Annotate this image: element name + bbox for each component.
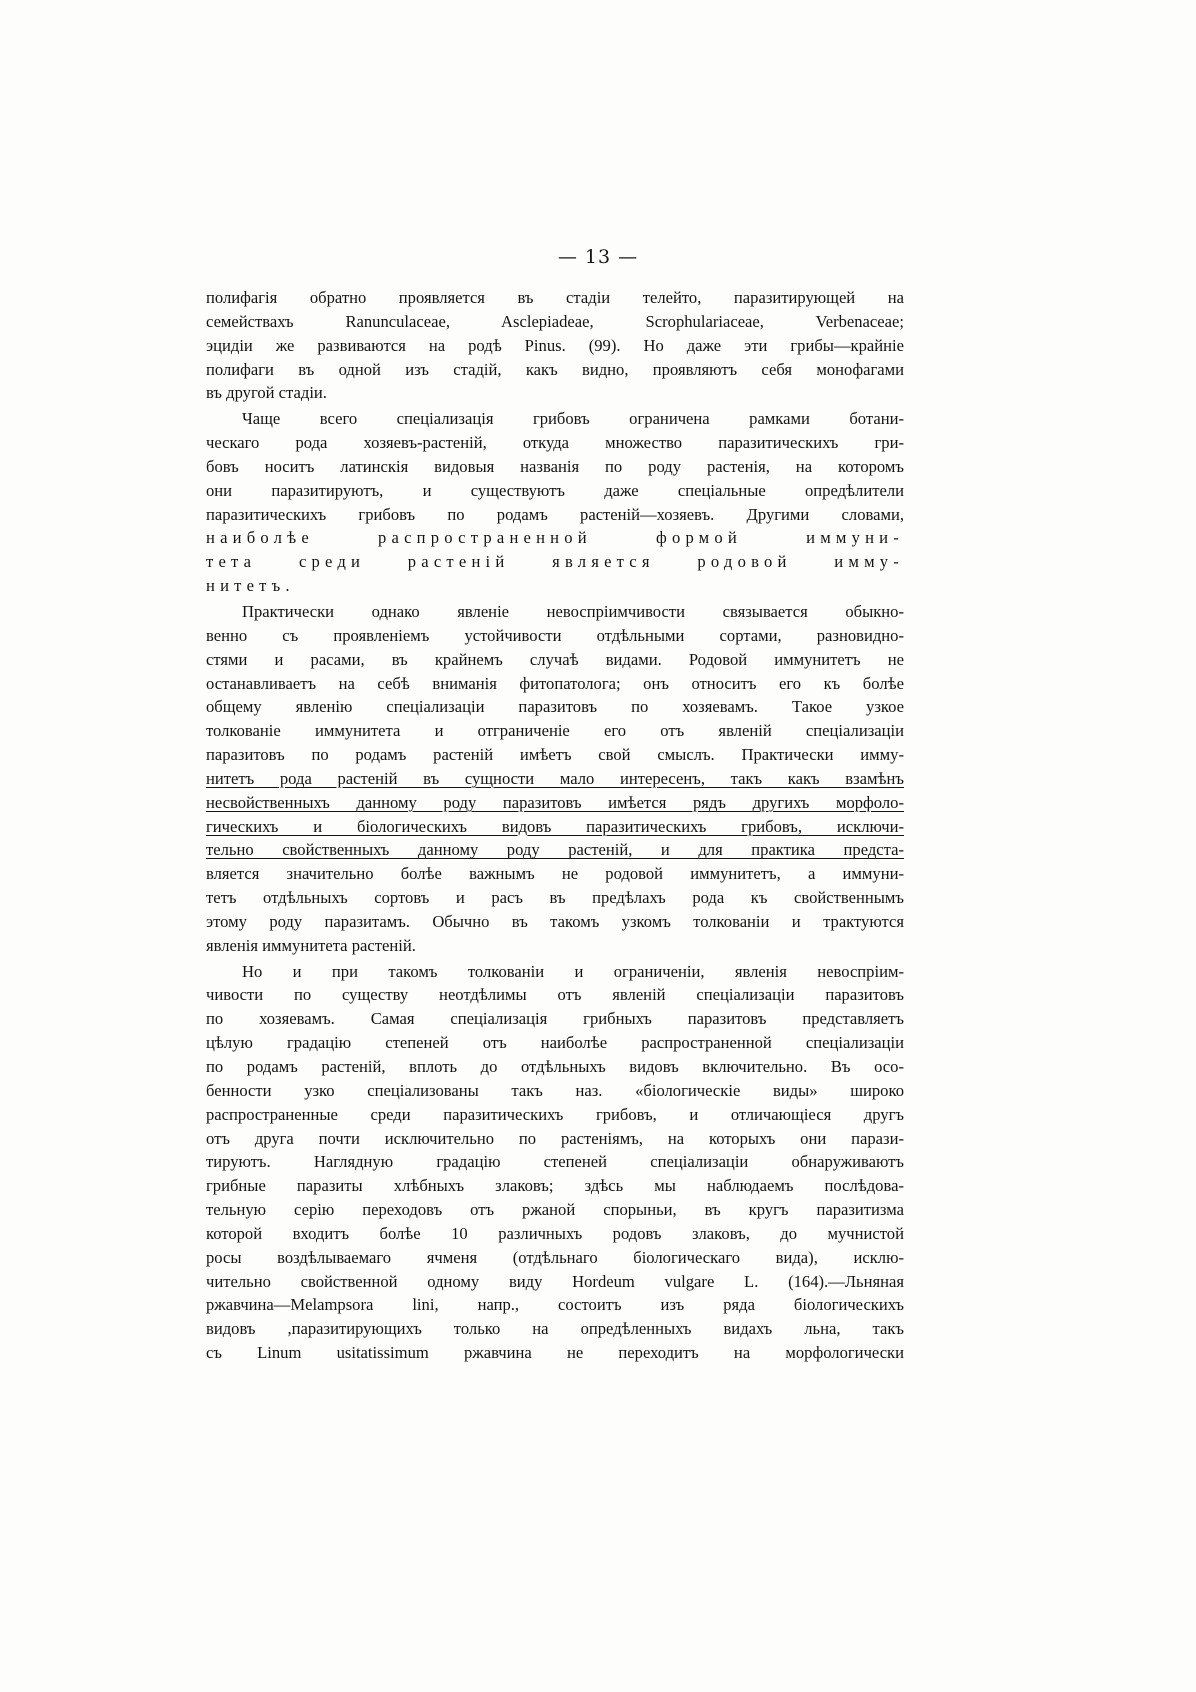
text-line: по родамъ растеній, вплоть до отдѣльныхъ видовъ включительно. Въ осо- [206,1057,904,1076]
text-line: бенности узко спеціализованы такъ наз. «біологическіе виды» широко [206,1080,904,1100]
underlined-line: несвойственныхъ данному роду паразитовъ имѣется рядъ другихъ морфоло- [206,792,904,812]
text-line: вляется значительно болѣе важнымъ не родовой иммунитетъ, а иммуни- [206,864,904,884]
text-line: ческаго рода хозяевъ-растеній, откуда множество паразитическихъ гри- [206,433,904,453]
text-line: съ Linum usitatissimum ржавчина не переходитъ на морфологически [206,1343,904,1363]
underlined-line: нитетъ рода растеній въ сущности мало интересенъ, такъ какъ взамѣнъ [206,768,904,788]
text-line: тетъ отдѣльныхъ сортовъ и расъ въ предѣлахъ рода къ свойственнымъ [206,888,904,908]
text-line: стями и расами, въ крайнемъ случаѣ видами. Родовой иммунитетъ не [206,649,904,669]
text-line: паразитическихъ грибовъ по родамъ растеній—хозяевъ. Другими словами, [206,504,904,524]
underlined-line: гическихъ и біологическихъ видовъ паразитическихъ грибовъ, исключи- [206,816,904,836]
text-line: останавливаетъ на себѣ вниманія фитопатолога; онъ относитъ его къ болѣе [206,673,904,693]
text-line: чивости по существу неотдѣлимы отъ явленій спеціализаціи паразитовъ [206,985,904,1005]
text-line: чительно свойственной одному виду Hordeum vulgare L. (164).—Льняная [206,1271,904,1291]
text-line: которой входитъ болѣе 10 различныхъ родовъ злаковъ, до мучнистой [206,1223,904,1243]
text-line: Но и при такомъ толкованіи и ограниченіи, явленія невоспріим- [242,961,904,981]
text-line: цѣлую градацію степеней отъ наиболѣе распространенной спеціализаціи [206,1033,904,1053]
text-line: эцидіи же развиваются на родѣ Pinus. (99). Но даже эти грибы—крайніе [206,335,904,355]
text-line: въ другой стадіи. [206,383,327,403]
text-line: по хозяевамъ. Самая спеціализація грибныхъ паразитовъ представляетъ [206,1009,904,1029]
emphasized-line: нитетъ. [206,576,295,596]
page-number: — 13 — [557,246,639,268]
text-line: Чаще всего спеціализація грибовъ ограничена рамками ботани- [242,409,904,429]
text-line: росы воздѣлываемаго ячменя (отдѣльнаго біологическаго вида), исклю- [206,1247,904,1267]
text-line: толкованіе иммунитета и отграниченіе его отъ явленій спеціализаціи [206,721,904,741]
text-line: полифаги въ одной изъ стадій, какъ видно, проявляютъ себя монофагами [206,359,904,379]
text-line: Практически однако явленіе невоспріимчивости связывается обыкно- [242,601,904,621]
text-line: паразитовъ по родамъ растеній имѣетъ свой смыслъ. Практически иммy- [206,745,904,765]
text-line: семействахъ Ranunculaceae, Asclepiadeae, Scrophulariaceae, Verbenaceae; [206,311,904,331]
text-line: полифагія обратно проявляется въ стадіи телейто, паразитирующей на [206,288,904,307]
text-line: бовъ носитъ латинскія видовыя названія по роду растенія, на которомъ [206,456,904,476]
text-line: видовъ ,паразитирующихъ только на опредѣленныхъ видахъ льна, такъ [206,1319,904,1339]
emphasized-line: тета среди растеній является родовой иммy- [206,552,904,572]
text-line: явленія иммунитета растеній. [206,935,416,955]
text-line: они паразитируютъ, и существуютъ даже спеціальные опредѣлители [206,480,904,500]
text-line: ржавчина—Melampsora lini, напр., состоитъ изъ ряда біологическихъ [206,1295,904,1315]
body-text [206,286,904,1365]
text-line: грибные паразиты хлѣбныхъ злаковъ; здѣсь мы наблюдаемъ послѣдова- [206,1176,904,1196]
text-line: распространенные среди паразитическихъ грибовъ, и отличающіеся другъ [206,1104,904,1124]
text-line: отъ друга почти исключительно по растеніямъ, на которыхъ они парази- [206,1128,904,1148]
text-line: тельную серію переходовъ отъ ржаной спорыньи, въ кругъ паразитизма [206,1200,904,1220]
underlined-line: тельно свойственныхъ данному роду растеній, и для практика предста- [206,840,904,860]
text-line: венно съ проявленіемъ устойчивости отдѣльными сортами, разновидно- [206,625,904,645]
text-line: этому роду паразитамъ. Обычно въ такомъ узкомъ толкованіи и трактуются [206,911,904,931]
emphasized-line: наиболѣе распространенной формой иммуни- [206,528,904,548]
text-line: тируютъ. Наглядную градацію степеней спеціализаціи обнаруживаютъ [206,1152,904,1172]
text-line: общему явленію спеціализаціи паразитовъ по хозяевамъ. Такое узкое [206,697,904,717]
